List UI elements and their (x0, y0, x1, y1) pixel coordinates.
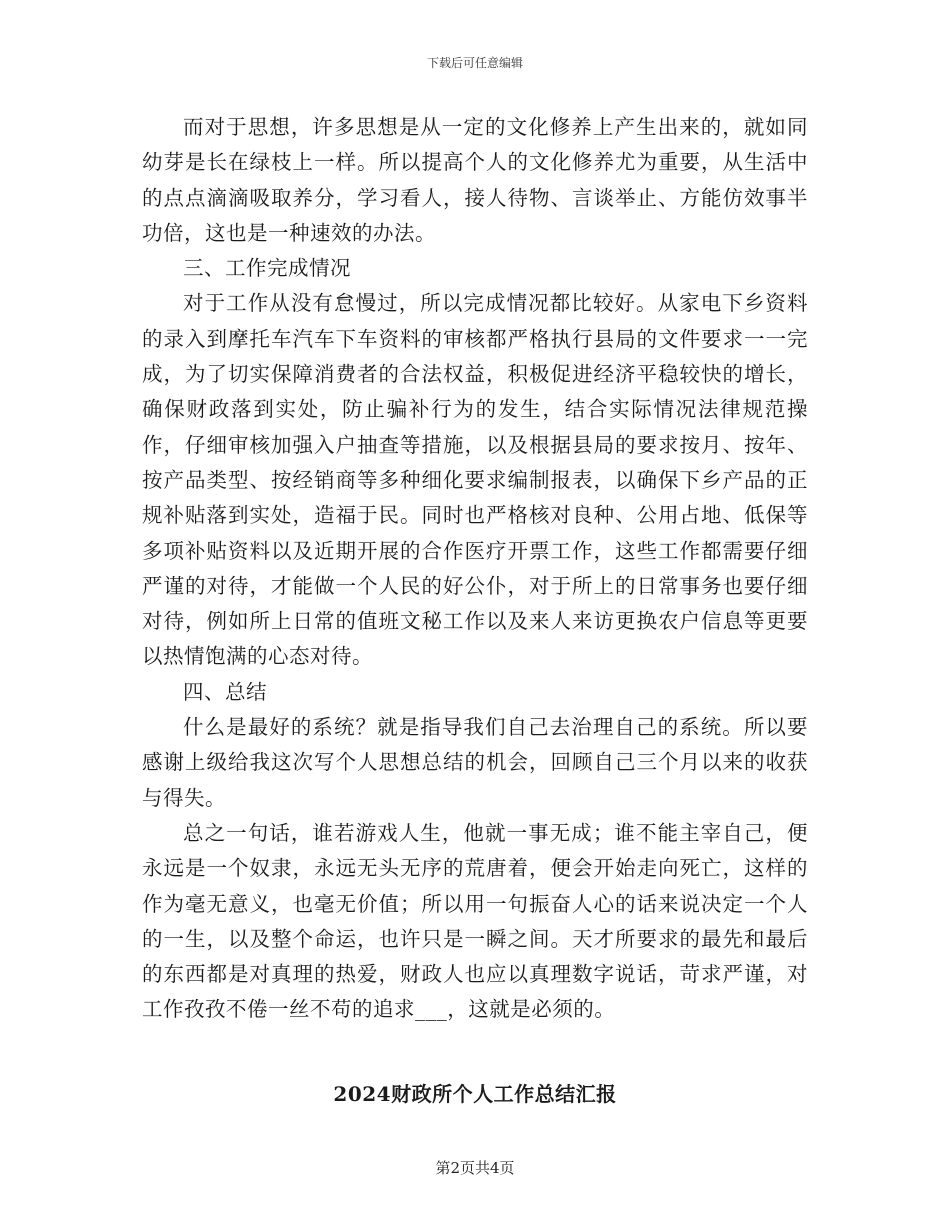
section-heading-work-completion: 三、工作完成情况 (183, 256, 351, 281)
paragraph-culture: 而对于思想，许多思想是从一定的文化修养上产生出来的，就如同幼芽是长在绿枝上一样。所以提高个人的文化修养尤为重要，从生活中的点点滴滴吸取养分，学习看人，接人待物、言谈举止、方能仿效事半功倍，这也是一种速效的办法。 (142, 115, 808, 245)
next-document-title: 2024财政所个人工作总结汇报 (333, 1082, 617, 1106)
paragraph-best-system: 什么是最好的系统？就是指导我们自己去治理自己的系统。所以要感谢上级给我这次写个人思想总结的机会，回顾自己三个月以来的收获与得失。 (142, 715, 808, 810)
paragraph-work-completion: 对于工作从没有怠慢过，所以完成情况都比较好。从家电下乡资料的录入到摩托车汽车下车资料的审核都严格执行县局的文件要求一一完成，为了切实保障消费者的合法权益，积极促进经济平稳较快的增长，确保财政落到实处，防止骗补行为的发生，结合实际情况法律规范操作，仔细审核加强入户抽查等措施，以及根据县局的要求按月、按年、按产品类型、按经销商等多种细化要求编制报表，以确保下乡产品的正规补贴落到实处，造福于民。同时也严格核对良种、公用占地、低保等多项补贴资料以及近期开展的合作医疗开票工作，这些工作都需要仔细严谨的对待，才能做一个人民的好公仆，对于所上的日常事务也要仔细对待，例如所上日常的值班文秘工作以及来人来访更换农户信息等更要以热情饱满的心态对待。 (142, 291, 808, 669)
section-heading-summary: 四、总结 (183, 679, 267, 704)
page-header: 下载后可任意编辑 (426, 56, 523, 70)
page-footer: 第2页共4页 (435, 1159, 515, 1177)
document-body (142, 110, 808, 1028)
paragraph-conclusion: 总之一句话，谁若游戏人生，他就一事无成；谁不能主宰自己，便永远是一个奴隶，永远无头无序的荒唐着，便会开始走向死亡，这样的作为毫无意义，也毫无价值；所以用一句振奋人心的话来说决定一个人的一生，以及整个命运，也许只是一瞬之间。天才所要求的最先和最后的东西都是对真理的热爱，财政人也应以真理数字说话，苛求严谨，对工作孜孜不倦一丝不苟的追求___，这就是必须的。 (142, 820, 808, 1022)
